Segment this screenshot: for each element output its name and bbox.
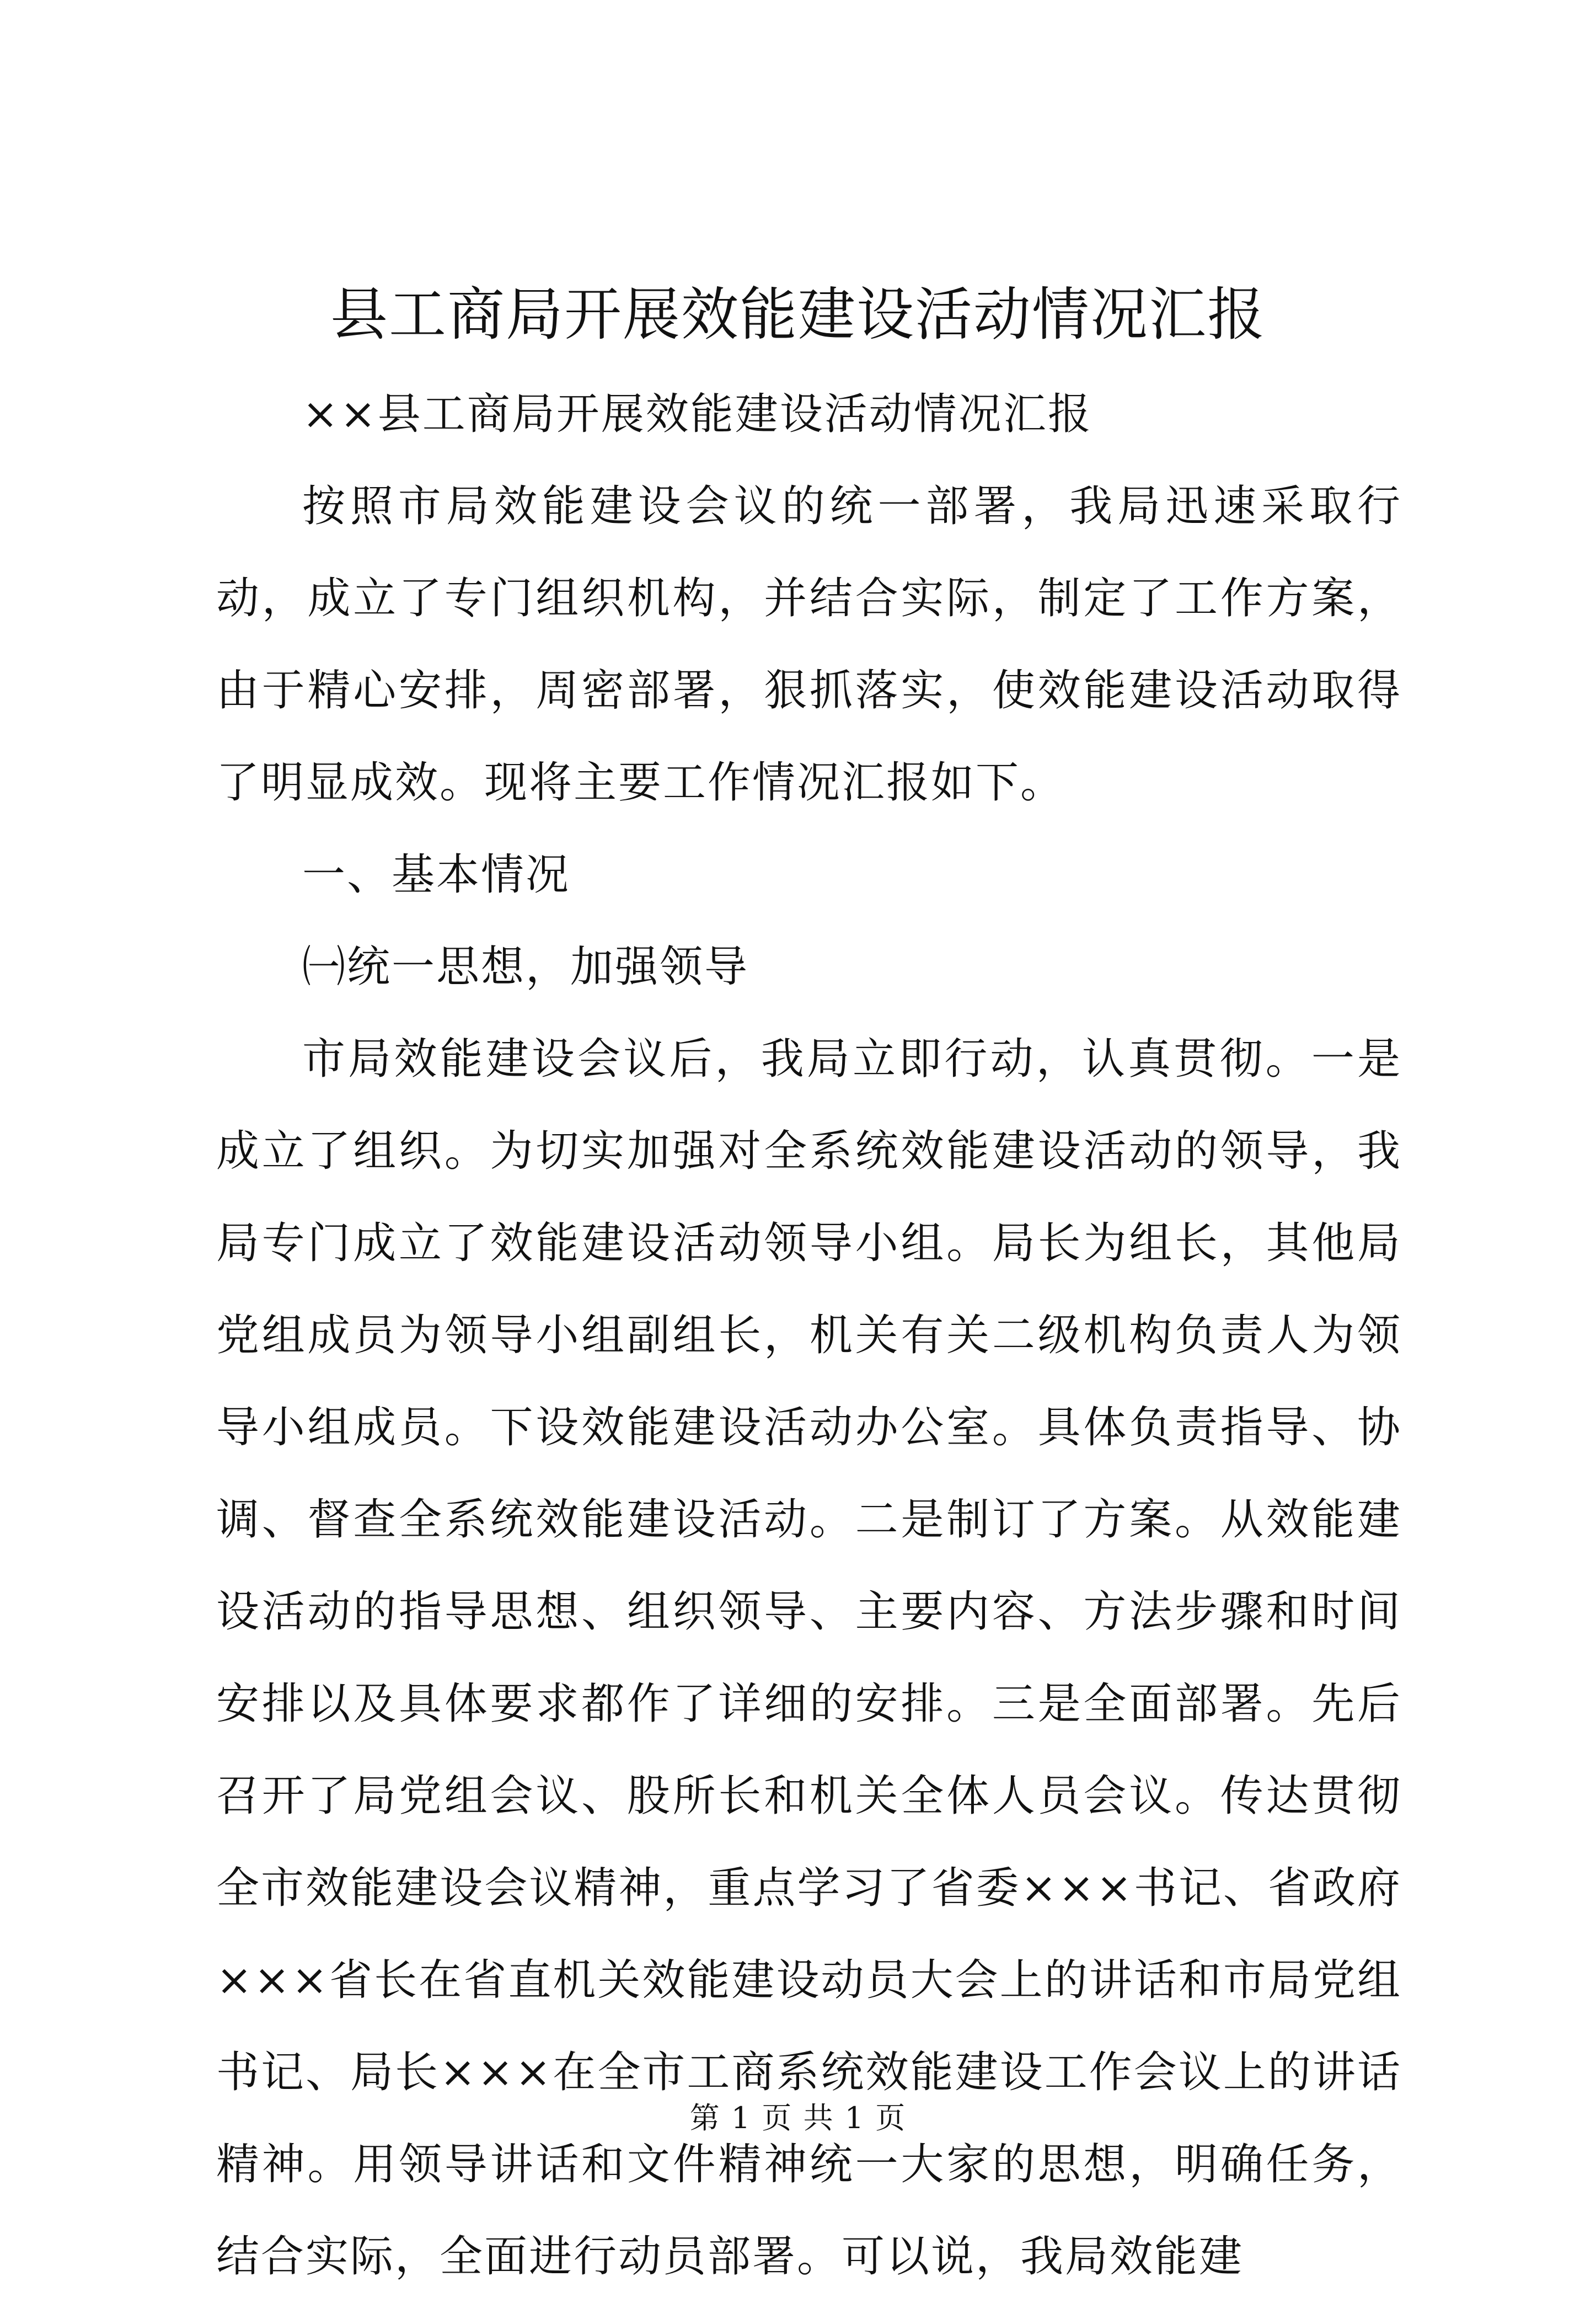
intro-paragraph: 按照市局效能建设会议的统一部署，我局迅速采取行动，成立了专门组织机构，并结合实际，制定了工作方案，由于精心安排，周密部署，狠抓落实，使效能建设活动取得了明显成效。现将主要工作情况汇报如下。 [216,482,1402,808]
section-heading: 一、基本情况 [302,850,571,900]
body-paragraph: 市局效能建设会议后，我局立即行动，认真贯彻。一是成立了组织。为切实加强对全系统效能建设活动的领导，我局专门成立了效能建设活动领导小组。局长为组长，其他局党组成员为领导小组副组长，机关有关二级机构负责人为领导小组成员。下设效能建设活动办公室。具体负责指导、协调、督查全系统效能建设活动。二是制订了方案。从效能建设活动的指导思想、组织领导、主要内容、方法步骤和时间安排以及具体要求都作了详细的安排。三是全面部署。先后召开了局党组会议、股所长和机关全体人员会议。传达贯彻全市效能建设会议精神，重点学习了省委×××书记、省政府×××省长在省直机关效能建设动员大会上的讲话和市局党组书记、局长×××在全市工商系统效能建设工作会议上的讲话精神。用领导讲话和文件精神统一大家的思想，明确任务，结合实际，全面进行动员部署。可以说，我局效能建 [216,1034,1402,2281]
subtitle-paragraph: ××县工商局开展效能建设活动情况汇报 [302,389,1092,439]
page-number-footer: 第 1 页 共 1 页 [689,2101,907,2135]
subsection-heading: ㈠统一思想，加强领导 [302,942,749,992]
document-title: 县工商局开展效能建设活动情况汇报 [330,281,1266,348]
document-body [216,368,1402,2303]
